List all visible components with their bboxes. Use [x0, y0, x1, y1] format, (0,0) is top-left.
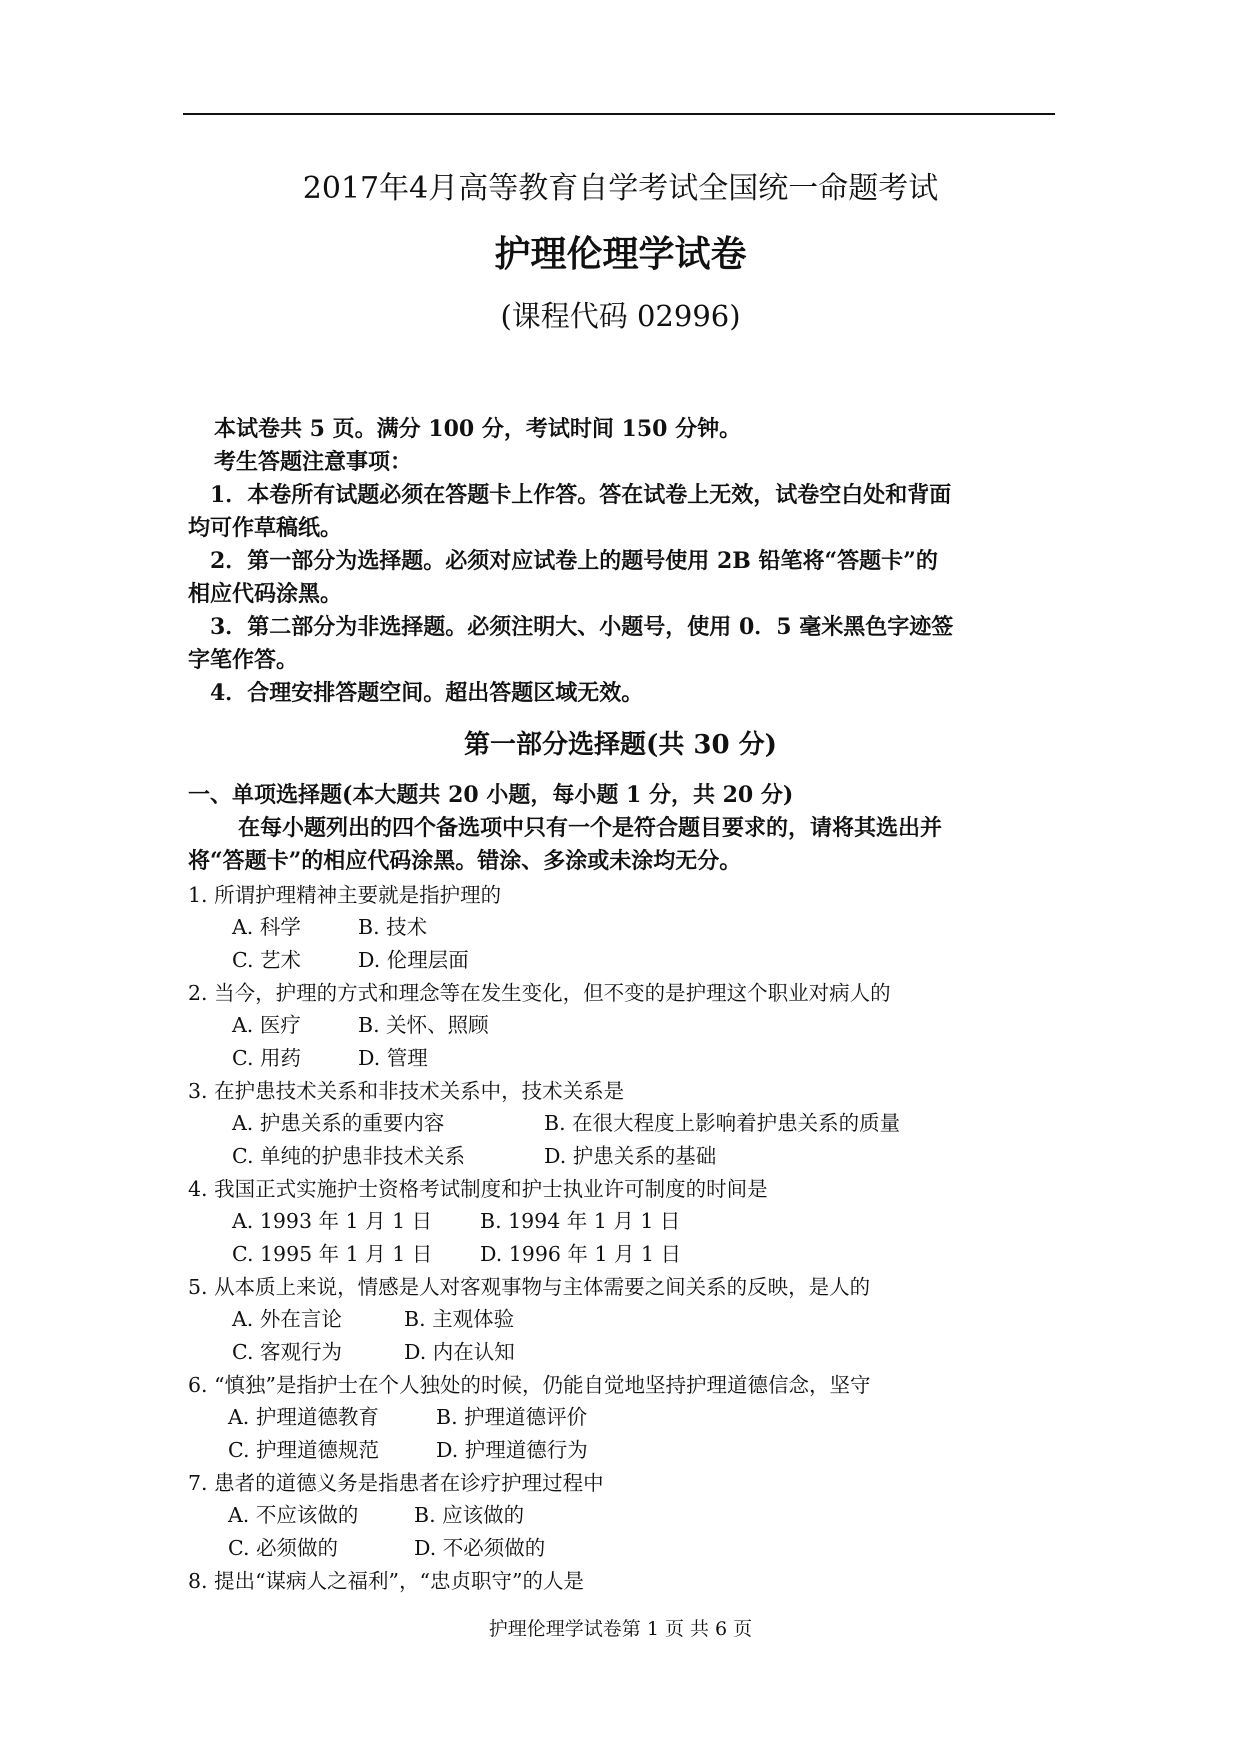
- subject-title: 护理伦理学试卷: [494, 233, 747, 275]
- instruction-line-1: 在每小题列出的四个备选项中只有一个是符合题目要求的，请将其选出并: [238, 815, 943, 841]
- note-4-line-1: 4．合理安排答题空间。超出答题区域无效。: [210, 680, 644, 706]
- note-3-line-2: 字笔作答。: [188, 647, 299, 673]
- question-2-option-b: B. 关怀、照顾: [358, 1013, 489, 1037]
- question-2-stem: 2. 当今，护理的方式和理念等在发生变化，但不变的是护理这个职业对病人的: [188, 981, 891, 1005]
- question-1-option-a: A. 科学: [232, 915, 301, 939]
- section-title: 一、单项选择题(本大题共 20 小题，每小题 1 分，共 20 分): [188, 782, 794, 808]
- question-8-stem: 8. 提出“谋病人之福利”，“忠贞职守”的人是: [188, 1569, 584, 1593]
- question-7-option-d: D. 不必须做的: [414, 1536, 546, 1560]
- exam-title: 2017年4月高等教育自学考试全国统一命题考试: [302, 171, 939, 206]
- question-3-stem: 3. 在护患技术关系和非技术关系中，技术关系是: [188, 1079, 625, 1103]
- question-6-option-b: B. 护理道德评价: [436, 1405, 588, 1429]
- question-5-option-c: C. 客观行为: [232, 1340, 342, 1364]
- question-2-option-c: C. 用药: [232, 1046, 301, 1070]
- question-3-option-c: C. 单纯的护患非技术关系: [232, 1144, 465, 1168]
- note-3-line-1: 3．第二部分为非选择题。必须注明大、小题号，使用 0．5 毫米黑色字迹签: [210, 614, 954, 640]
- part1-title: 第一部分选择题(共 30 分): [464, 730, 777, 760]
- question-7-option-a: A. 不应该做的: [228, 1503, 359, 1527]
- question-3-option-a: A. 护患关系的重要内容: [232, 1111, 445, 1135]
- question-6-option-c: C. 护理道德规范: [228, 1438, 379, 1462]
- course-code: (课程代码 02996): [500, 299, 741, 333]
- question-4-option-b: B. 1994 年 1 月 1 日: [480, 1209, 681, 1233]
- question-5-stem: 5. 从本质上来说，情感是人对客观事物与主体需要之间关系的反映，是人的: [188, 1275, 871, 1299]
- question-1-option-b: B. 技术: [358, 915, 428, 939]
- notes-heading: 考生答题注意事项：: [214, 449, 413, 475]
- instruction-line-2: 将“答题卡”的相应代码涂黑。错涂、多涂或未涂均无分。: [188, 848, 742, 874]
- question-5-option-b: B. 主观体验: [404, 1307, 515, 1331]
- question-4-option-d: D. 1996 年 1 月 1 日: [480, 1242, 682, 1266]
- note-1-line-2: 均可作草稿纸。: [188, 515, 343, 541]
- top-rule: [183, 113, 1055, 115]
- question-1-option-d: D. 伦理层面: [358, 948, 469, 972]
- question-3-option-d: D. 护患关系的基础: [544, 1144, 717, 1168]
- question-2-option-d: D. 管理: [358, 1046, 428, 1070]
- question-2-option-a: A. 医疗: [232, 1013, 301, 1037]
- question-5-option-d: D. 内在认知: [404, 1340, 515, 1364]
- question-7-option-c: C. 必须做的: [228, 1536, 338, 1560]
- question-6-option-a: A. 护理道德教育: [228, 1405, 379, 1429]
- notes-summary: 本试卷共 5 页。满分 100 分，考试时间 150 分钟。: [214, 416, 742, 442]
- question-6-stem: 6. “慎独”是指护士在个人独处的时候，仍能自觉地坚持护理道德信念，坚守: [188, 1373, 871, 1397]
- page-footer: 护理伦理学试卷第 1 页 共 6 页: [488, 1618, 753, 1640]
- question-4-option-c: C. 1995 年 1 月 1 日: [232, 1242, 433, 1266]
- question-7-stem: 7. 患者的道德义务是指患者在诊疗护理过程中: [188, 1471, 604, 1495]
- question-5-option-a: A. 外在言论: [232, 1307, 342, 1331]
- question-4-option-a: A. 1993 年 1 月 1 日: [232, 1209, 433, 1233]
- question-3-option-b: B. 在很大程度上影响着护患关系的质量: [544, 1111, 901, 1135]
- question-4-stem: 4. 我国正式实施护士资格考试制度和护士执业许可制度的时间是: [188, 1177, 768, 1201]
- question-1-option-c: C. 艺术: [232, 948, 301, 972]
- note-2-line-1: 2．第一部分为选择题。必须对应试卷上的题号使用 2B 铅笔将“答题卡”的: [210, 548, 938, 574]
- note-2-line-2: 相应代码涂黑。: [188, 581, 343, 607]
- question-1-stem: 1. 所谓护理精神主要就是指护理的: [188, 883, 502, 907]
- question-7-option-b: B. 应该做的: [414, 1503, 525, 1527]
- question-6-option-d: D. 护理道德行为: [436, 1438, 588, 1462]
- note-1-line-1: 1．本卷所有试题必须在答题卡上作答。答在试卷上无效，试卷空白处和背面: [210, 482, 952, 508]
